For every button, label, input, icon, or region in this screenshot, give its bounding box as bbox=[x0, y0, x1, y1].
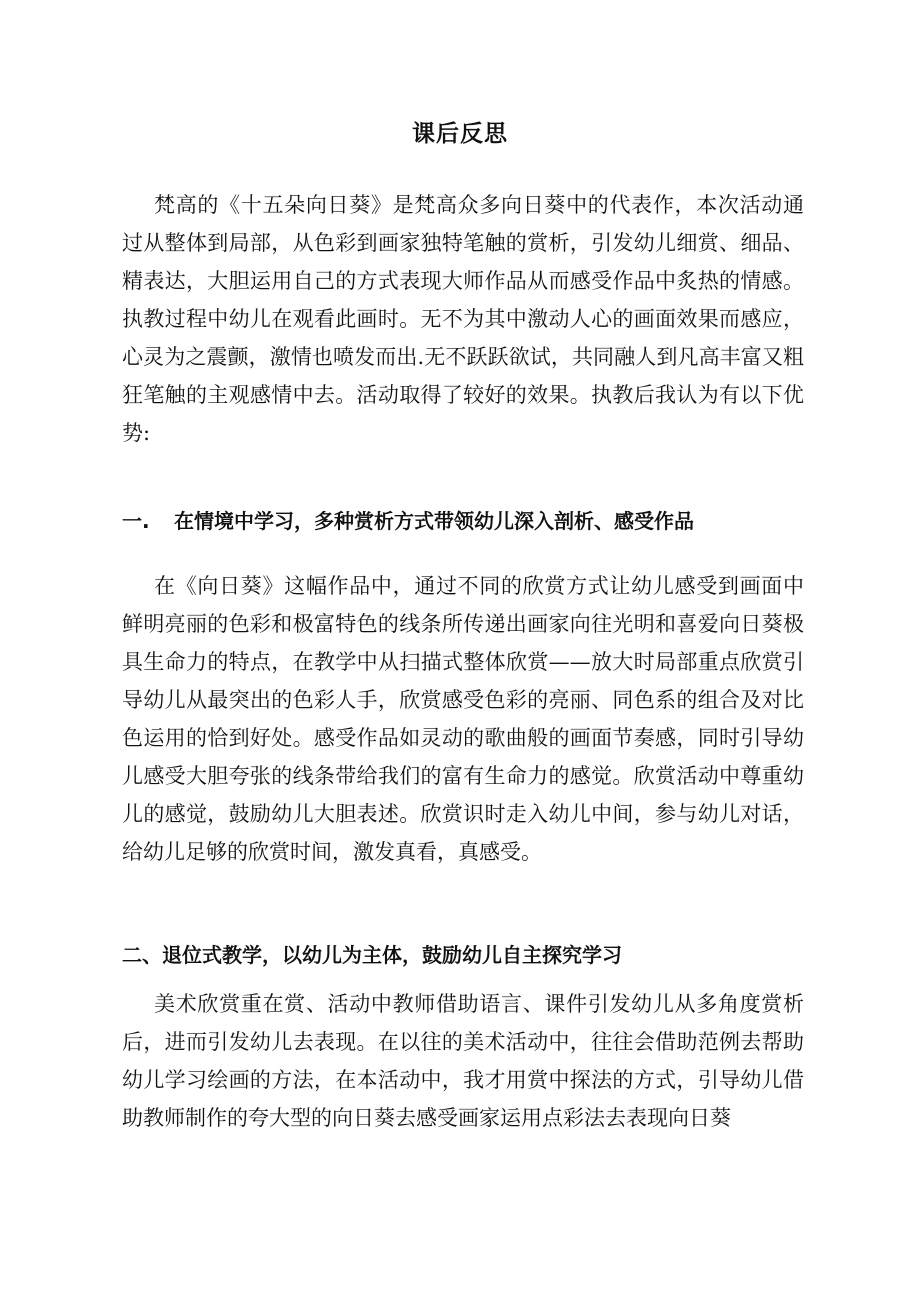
section-1-heading bbox=[122, 506, 804, 536]
page-title: 课后反思 bbox=[412, 121, 508, 147]
section-1-paragraph: 在《向日葵》这幅作品中，通过不同的欣赏方式让幼儿感受到画面中鲜明亮丽的色彩和极富特色的线条所传递出画家向往光明和喜爱向日葵极具生命力的特点，在教学中从扫描式整体欣赏——放大时局部重点欣赏引导幼儿从最突出的色彩人手，欣赏感受色彩的亮丽、同色系的组合及对比色运用的恰到好处。感受作品如灵动的歌曲般的画面节奏感，同时引导幼儿感受大胆夸张的线条带给我们的富有生命力的感觉。欣赏活动中尊重幼儿的感觉，鼓励幼儿大胆表述。欣赏识时走入幼儿中间，参与幼儿对话，给幼儿足够的欣赏时间，激发真看，真感受。 bbox=[122, 574, 804, 864]
section-1-heading-text: 在情境中学习，多种赏析方式带领幼儿深入剖析、感受作品 bbox=[174, 509, 694, 533]
section-2-heading: 二、退位式教学，以幼儿为主体，鼓励幼儿自主探究学习 bbox=[122, 943, 622, 967]
section-2-paragraph: 美术欣赏重在赏、活动中教师借助语言、课件引发幼儿从多角度赏析后，进而引发幼儿去表现。在以往的美术活动中，往往会借助范例去帮助幼儿学习绘画的方法，在本活动中，我才用赏中探法的方式，引导幼儿借助教师制作的夸大型的向日葵去感受画家运用点彩法去表现向日葵 bbox=[122, 992, 804, 1130]
section-1-number: 一. bbox=[122, 509, 150, 533]
intro-paragraph: 梵高的《十五朵向日葵》是梵高众多向日葵中的代表作，本次活动通过从整体到局部，从色彩到画家独特笔触的赏析，引发幼儿细赏、细品、精表达，大胆运用自己的方式表现大师作品从而感受作品中炙热的情感。执教过程中幼儿在观看此画时。无不为其中激动人心的画面效果而感应，心灵为之震颤，激情也喷发而出.无不跃跃欲试，共同融人到凡高丰富又粗狂笔触的主观感情中去。活动取得了较好的效果。执教后我认为有以下优势: bbox=[122, 193, 804, 445]
